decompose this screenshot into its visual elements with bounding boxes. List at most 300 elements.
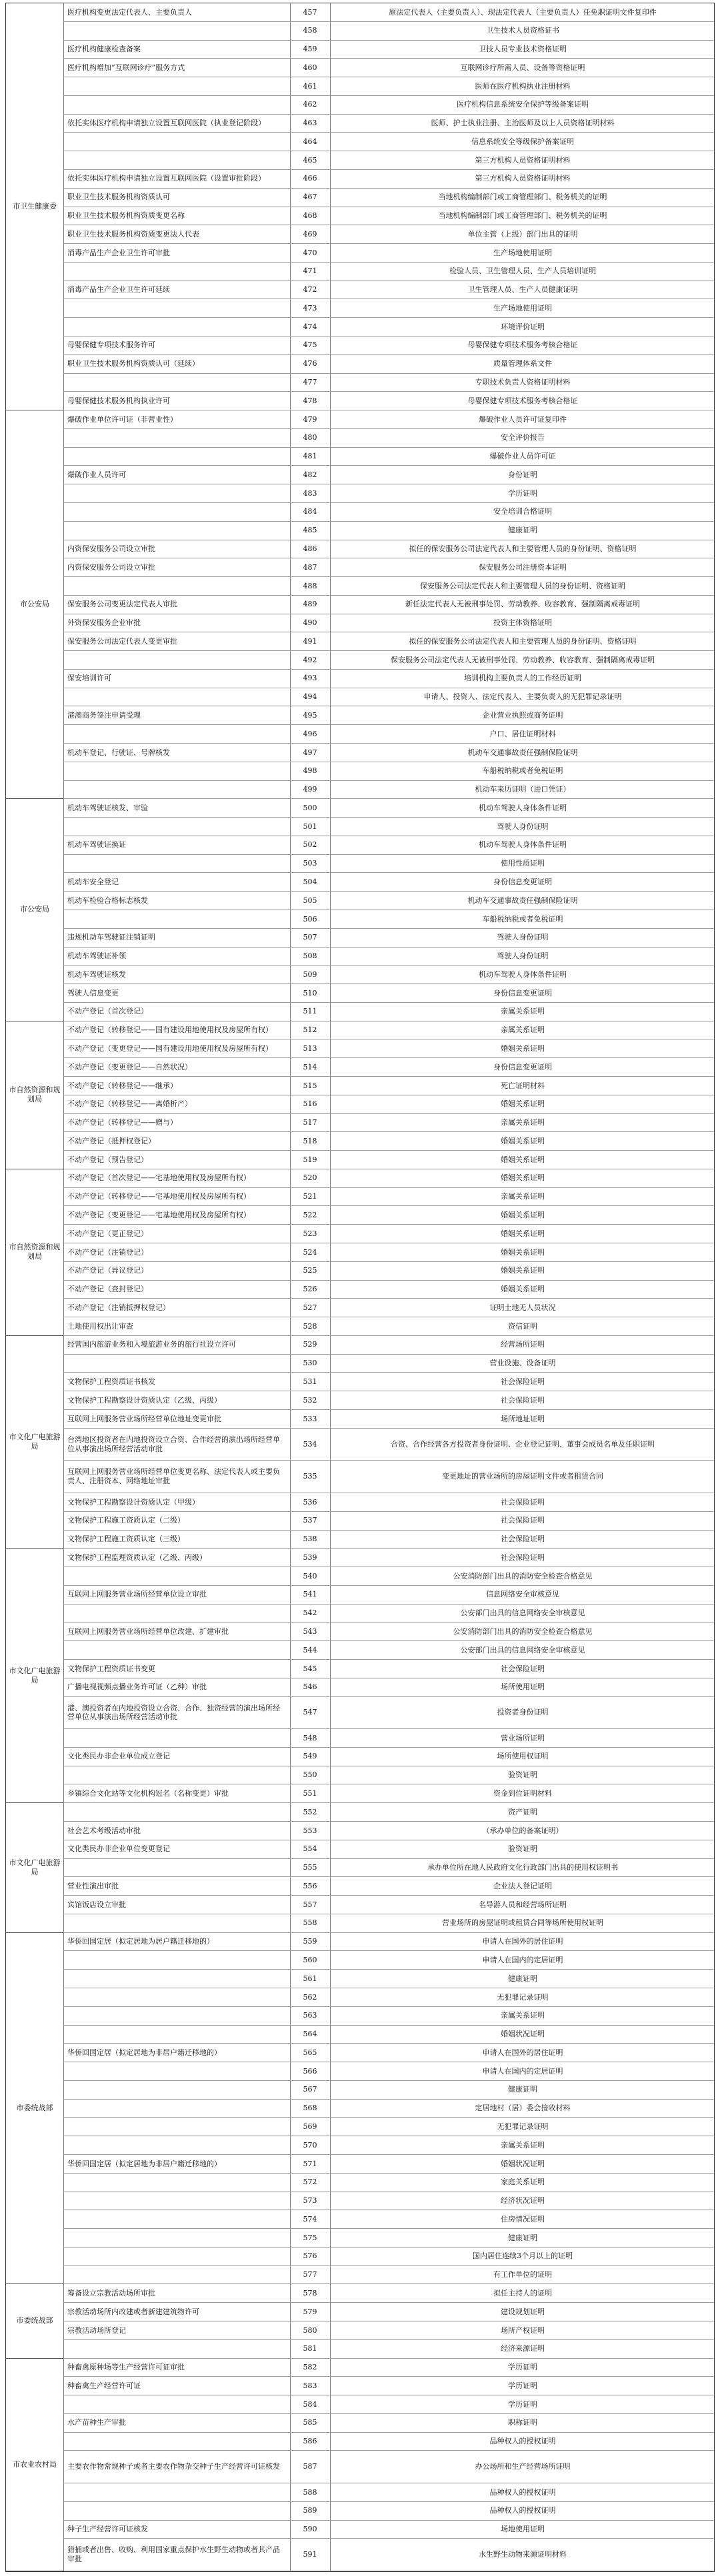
- item-cell: [63, 2007, 290, 2025]
- item-cell: 职业卫生技术服务机构资质认可: [67, 193, 170, 202]
- number-cell: 536: [303, 1497, 317, 1507]
- item-cell: [63, 22, 290, 40]
- item-cell: 乡镇综合文化站等文化机构冠名（名称变更）审批: [67, 1788, 229, 1798]
- table-row: [6, 744, 714, 762]
- item-cell: 华侨回国定居（拟定居地为非居户籍迁移地的）: [67, 2048, 221, 2057]
- material-cell: 健康证明: [508, 526, 537, 535]
- number-cell: 556: [303, 1881, 317, 1890]
- item-cell: 台湾地区投资者在内地投资设立合资、合作经营的演出场所经营单位从事演出场所经营活动审批: [67, 1435, 280, 1453]
- number-cell: 581: [303, 2344, 317, 2353]
- material-cell: 品种权人的授权证明: [489, 2506, 556, 2515]
- item-cell: 文物保护工程勘察设计资质认定（乙级、丙级）: [67, 1395, 221, 1405]
- number-cell: 507: [303, 933, 317, 942]
- material-cell: 环境评价证明: [501, 322, 545, 331]
- table-row: [6, 355, 714, 374]
- number-cell: 519: [303, 1155, 317, 1164]
- table-row: [6, 1077, 714, 1095]
- item-cell: 文物保护工程监理资质认定（乙级、丙级）: [67, 1553, 207, 1562]
- number-cell: 566: [303, 2066, 317, 2076]
- material-cell: 新任法定代表人无被刑事处罚、劳动教养、收容教育、强制隔离戒毒证明: [405, 600, 640, 609]
- material-cell: 品种权人的授权证明: [489, 2437, 556, 2446]
- material-cell: 营业场所证明: [501, 1733, 545, 1742]
- material-cell: 母婴保健专项技术服务考核合格证: [467, 340, 578, 350]
- number-cell: 508: [303, 952, 317, 961]
- table-row: [6, 1281, 714, 1299]
- number-cell: 479: [303, 414, 317, 424]
- material-cell: 资产证明: [508, 1807, 537, 1816]
- item-cell: 文物保护工程施工资质认定（二级）: [67, 1516, 185, 1525]
- item-cell: 不动产登记（异议登记）: [67, 1266, 148, 1275]
- number-cell: 544: [303, 1645, 317, 1654]
- item-cell: 保安培训许可: [67, 674, 111, 683]
- material-cell: 死亡证明材料: [501, 1081, 545, 1090]
- material-cell: 经济状况证明: [501, 2196, 545, 2206]
- material-cell: 身份信息变更证明: [493, 877, 552, 886]
- number-cell: 575: [303, 2233, 317, 2242]
- table-row: [6, 1605, 714, 1623]
- number-cell: 498: [303, 766, 317, 776]
- material-cell: 拟任主持人的证明: [493, 2288, 552, 2297]
- table-row: [6, 632, 714, 651]
- material-cell: 婚姻状况证明: [501, 2030, 545, 2039]
- table-row: [6, 503, 714, 522]
- item-cell: 互联网上网服务营业场所经营单位改建、扩建审批: [67, 1626, 229, 1636]
- number-cell: 524: [303, 1247, 317, 1257]
- item-cell: 驾驶人信息变更: [67, 988, 119, 997]
- number-cell: 521: [303, 1192, 317, 1201]
- table-row: [6, 2266, 714, 2285]
- material-cell: 卫技人员专业技术资格证明: [479, 45, 567, 54]
- item-cell: 不动产登记（首次登记）: [67, 1007, 148, 1016]
- number-cell: 485: [303, 526, 317, 535]
- number-cell: 460: [303, 63, 317, 72]
- number-cell: 523: [303, 1229, 317, 1238]
- table-row: [6, 244, 714, 263]
- item-cell: 不动产登记（转移登记——赠与）: [67, 1118, 177, 1127]
- number-cell: 531: [303, 1377, 317, 1386]
- number-cell: 463: [303, 119, 317, 128]
- table-row: [6, 1512, 714, 1531]
- table-row: [6, 1567, 714, 1586]
- table-row: [6, 1840, 714, 1859]
- material-cell: 变更地址的营业场所的房屋证明文件或者租赁合同: [442, 1472, 603, 1481]
- table-row: [6, 2044, 714, 2062]
- table-row: [6, 558, 714, 577]
- table-row: [6, 1803, 714, 1822]
- number-cell: 480: [303, 433, 317, 442]
- material-cell: 婚姻关系证明: [501, 1136, 545, 1145]
- item-cell: 互联网上网服务营业场所经营单位设立审批: [67, 1590, 207, 1599]
- number-cell: 583: [303, 2381, 317, 2390]
- number-cell: 473: [303, 303, 317, 313]
- item-cell: 爆破作业单位许可证（非营业性）: [67, 414, 177, 424]
- item-cell: 不动产登记（转移登记——宅基地使用权及房屋所有权）: [67, 1192, 251, 1201]
- material-cell: 质量管理体系文件: [493, 359, 552, 368]
- item-cell: [63, 577, 290, 595]
- number-cell: 525: [303, 1266, 317, 1275]
- number-cell: 504: [303, 877, 317, 886]
- item-cell: [63, 1951, 290, 1969]
- table-row: [6, 1132, 714, 1151]
- table-row: [6, 299, 714, 318]
- table-row: [6, 2136, 714, 2155]
- number-cell: 499: [303, 785, 317, 794]
- number-cell: 526: [303, 1285, 317, 1294]
- department-cell: 市自然资源和规划局: [6, 1021, 63, 1169]
- item-cell: [63, 2136, 290, 2154]
- number-cell: 467: [303, 193, 317, 202]
- table-row: [6, 3, 714, 22]
- table-row: [6, 2081, 714, 2100]
- item-cell: 机动车安全登记: [67, 877, 119, 886]
- number-cell: 540: [303, 1571, 317, 1581]
- table-row: [6, 2451, 714, 2483]
- material-cell: 无犯罪记录证明: [497, 2122, 549, 2131]
- material-cell: 身份信息变更证明: [493, 988, 552, 997]
- item-cell: [63, 1355, 290, 1373]
- material-cell: 企业营业执照或商务证明: [482, 711, 563, 720]
- item-cell: [63, 651, 290, 669]
- material-cell: 生产场地使用证明: [493, 303, 552, 313]
- table-row: [6, 2192, 714, 2211]
- table-row: [6, 2377, 714, 2395]
- number-cell: 543: [303, 1626, 317, 1636]
- table-row: [6, 651, 714, 670]
- material-cell: 亲属关系证明: [501, 1025, 545, 1035]
- item-cell: 机动车检验合格标志核发: [67, 896, 148, 905]
- item-cell: [63, 374, 290, 392]
- item-cell: 文物保护工程勘察设计资质认定（甲级）: [67, 1497, 199, 1507]
- item-cell: [63, 2100, 290, 2118]
- material-cell: 婚姻关系证明: [501, 1043, 545, 1053]
- table-row: [6, 2155, 714, 2174]
- material-cell: 经营场所证明: [501, 1340, 545, 1349]
- material-cell: 驾驶人身份证明: [497, 952, 549, 961]
- item-cell: 机动车驾驶证补领: [67, 952, 126, 961]
- number-cell: 477: [303, 378, 317, 387]
- table-row: [6, 281, 714, 300]
- table-row: [6, 2321, 714, 2340]
- table-row: [6, 448, 714, 466]
- material-cell: 使用性质证明: [501, 859, 545, 868]
- table-row: [6, 189, 714, 207]
- table-row: [6, 910, 714, 929]
- item-cell: 宾馆饭店设立审批: [67, 1900, 126, 1909]
- item-cell: 机动车驾驶证核发: [67, 969, 126, 979]
- number-cell: 471: [303, 267, 317, 276]
- number-cell: 513: [303, 1043, 317, 1053]
- table-row: [6, 614, 714, 633]
- item-cell: 猎捕或者出售、收购、利用国家重点保护水生野生动物或者其产品审批: [67, 2545, 280, 2564]
- number-cell: 564: [303, 2030, 317, 2039]
- item-cell: [63, 2340, 290, 2358]
- table-row: [6, 1660, 714, 1678]
- number-cell: 500: [303, 803, 317, 812]
- material-cell: 婚姻关系证明: [501, 1173, 545, 1183]
- number-cell: 568: [303, 2104, 317, 2113]
- table-row: [6, 1697, 714, 1730]
- item-cell: [63, 484, 290, 502]
- number-cell: 514: [303, 1062, 317, 1071]
- number-cell: 530: [303, 1359, 317, 1368]
- table-row: [6, 1355, 714, 1373]
- number-cell: 551: [303, 1788, 317, 1798]
- number-cell: 492: [303, 655, 317, 664]
- item-cell: [63, 1803, 290, 1821]
- item-cell: 医疗机构增加“互联网诊疗”服务方式: [67, 63, 185, 72]
- item-cell: [63, 448, 290, 466]
- table-row: [6, 1531, 714, 1549]
- number-cell: 502: [303, 840, 317, 850]
- item-cell: 依托实体医疗机构申请独立设置互联网医院（设置审批阶段）: [67, 174, 265, 183]
- item-cell: 职业卫生技术服务机构资质变更法人代表: [67, 229, 199, 239]
- table-row: [6, 484, 714, 503]
- material-cell: 培训机构主要负责人的工作经历证明: [464, 674, 581, 683]
- number-cell: 558: [303, 1918, 317, 1928]
- table-row: [6, 799, 714, 818]
- number-cell: 468: [303, 211, 317, 221]
- number-cell: 489: [303, 600, 317, 609]
- material-cell: 卫生管理人员、生产人员健康证明: [467, 285, 578, 295]
- material-cell: 合资、合作经营各方投资者身份证明、企业登记证明、董事会成员名单及任职证明: [391, 1439, 655, 1449]
- material-cell: 车船税纳税或者免税证明: [482, 766, 563, 776]
- table-row: [6, 781, 714, 800]
- material-cell: 学历证明: [508, 2381, 537, 2390]
- material-cell: 学历证明: [508, 488, 537, 498]
- table-row: [6, 540, 714, 559]
- number-cell: 550: [303, 1770, 317, 1780]
- item-cell: 营业性演出审批: [67, 1881, 119, 1890]
- item-cell: 港、澳投资者在内地投资设立合资、合作、独资经营的演出场所经营单位从事演出场所经营活动审批: [67, 1703, 280, 1722]
- table-row: [6, 1914, 714, 1933]
- department-cell: 市公安局: [6, 799, 63, 1021]
- material-cell: 建设规划证明: [501, 2307, 545, 2316]
- number-cell: 487: [303, 562, 317, 572]
- number-cell: 522: [303, 1210, 317, 1219]
- table-row: [6, 1622, 714, 1641]
- material-cell: 亲属关系证明: [501, 2011, 545, 2020]
- table-row: [6, 1003, 714, 1021]
- material-cell: 身份信息变更证明: [493, 1062, 552, 1071]
- table-row: [6, 115, 714, 133]
- number-cell: 565: [303, 2048, 317, 2057]
- item-cell: 机动车驾驶证换证: [67, 840, 126, 850]
- table-row: [6, 77, 714, 96]
- item-cell: 种子生产经营许可证核发: [67, 2525, 148, 2534]
- item-cell: [63, 151, 290, 169]
- table-row: [6, 1549, 714, 1567]
- item-cell: [63, 910, 290, 928]
- department-cell: 市委统战部: [6, 2284, 63, 2358]
- material-cell: 资金到位证明材料: [493, 1788, 552, 1798]
- table-row: [6, 1493, 714, 1512]
- material-cell: 母婴保健专项技术服务考核合格证: [467, 396, 578, 405]
- material-cell: 资信证明: [508, 1321, 537, 1331]
- item-cell: 互联网上网服务营业场所经营单位地址变更审批: [67, 1414, 221, 1423]
- table-row: [6, 577, 714, 596]
- item-cell: [63, 2395, 290, 2413]
- table-row: [6, 59, 714, 77]
- table-row: [6, 1021, 714, 1040]
- material-cell: 拟任的保安服务公司法定代表人和主要管理人员的身份证明、资格证明: [409, 544, 637, 554]
- table-row: [6, 1461, 714, 1493]
- number-cell: 475: [303, 340, 317, 350]
- material-cell: 保安服务公司注册资本证明: [479, 562, 567, 572]
- item-cell: 文物保护工程施工资质认定（三级）: [67, 1535, 185, 1544]
- table-row: [6, 1951, 714, 1970]
- number-cell: 533: [303, 1414, 317, 1423]
- number-cell: 484: [303, 507, 317, 516]
- number-cell: 476: [303, 359, 317, 368]
- number-cell: 570: [303, 2140, 317, 2150]
- table-row: [6, 948, 714, 966]
- number-cell: 541: [303, 1590, 317, 1599]
- table-row: [6, 2395, 714, 2414]
- material-cell: 车船税纳税或者免税证明: [482, 914, 563, 924]
- item-cell: [63, 1729, 290, 1747]
- item-cell: 不动产登记（变更登记——自然状况）: [67, 1062, 192, 1071]
- table-row: [6, 2100, 714, 2118]
- number-cell: 491: [303, 636, 317, 646]
- material-cell: 身份证明: [508, 470, 537, 479]
- number-cell: 535: [303, 1472, 317, 1481]
- item-cell: 文化类民办非企业单位变更登记: [67, 1844, 170, 1854]
- item-cell: 内资保安服务公司设立审批: [67, 544, 155, 554]
- number-cell: 496: [303, 729, 317, 738]
- material-cell: 申请人、投资人、法定代表人、主要负责人的无犯罪记录证明: [423, 692, 622, 702]
- department-cell: 市公安局: [6, 410, 63, 799]
- table-row: [6, 1391, 714, 1410]
- number-cell: 577: [303, 2270, 317, 2279]
- table-row: [6, 707, 714, 726]
- material-cell: 婚姻关系证明: [501, 1266, 545, 1275]
- material-cell: 第三方机构人员资格证明材料: [475, 174, 571, 183]
- material-cell: 机动车驾驶人身体条件证明: [479, 840, 567, 850]
- item-cell: 爆破作业人员许可: [67, 470, 126, 479]
- table-row: [6, 1766, 714, 1785]
- material-cell: 保安服务公司法定代表人和主要管理人员的身份证明、资格证明: [420, 581, 625, 590]
- number-cell: 483: [303, 488, 317, 498]
- table-row: [6, 2174, 714, 2192]
- table-row: [6, 2229, 714, 2248]
- material-cell: 公安消防部门出具的消防安全检查合格意见: [453, 1571, 593, 1581]
- item-cell: [63, 2174, 290, 2192]
- item-cell: [63, 77, 290, 95]
- material-cell: 户口、居住证明材料: [489, 729, 556, 738]
- item-cell: 文物保护工程资质证书变更: [67, 1664, 155, 1673]
- material-cell: 检验人员、卫生管理人员、生产人员培训证明: [449, 267, 596, 276]
- item-cell: 不动产登记（更正登记）: [67, 1229, 148, 1238]
- item-cell: [63, 429, 290, 447]
- number-cell: 555: [303, 1863, 317, 1872]
- material-cell: 专职技术负责人资格证明材料: [475, 378, 571, 387]
- item-cell: 社会艺术考级活动审批: [67, 1826, 141, 1835]
- table-row: [6, 2303, 714, 2321]
- item-cell: 依托实体医疗机构申请独立设置互联网医院（执业登记阶段）: [67, 119, 265, 128]
- material-cell: 当地机构编制部门或工商管理部门、税务机关的证明: [438, 211, 607, 221]
- item-cell: 消毒产品生产企业卫生许可延续: [67, 285, 170, 295]
- document-table: [5, 3, 715, 2572]
- material-cell: 原法定代表人（主要负责人）、现法定代表人（主要负责人）任免职证明文件复印件: [389, 7, 657, 17]
- number-cell: 547: [303, 1708, 317, 1717]
- material-cell: 健康证明: [508, 2233, 537, 2242]
- material-cell: 社会保险证明: [501, 1377, 545, 1386]
- material-cell: 社会保险证明: [501, 1497, 545, 1507]
- table-row: [6, 336, 714, 355]
- number-cell: 528: [303, 1321, 317, 1331]
- item-cell: 不动产登记（查封登记）: [67, 1285, 148, 1294]
- number-cell: 538: [303, 1535, 317, 1544]
- table-row: [6, 1410, 714, 1429]
- material-cell: 安全培训合格证明: [493, 507, 552, 516]
- table-row: [6, 41, 714, 59]
- number-cell: 464: [303, 137, 317, 146]
- material-cell: 健康证明: [508, 1974, 537, 1983]
- department-cell: 市委统战部: [6, 1933, 63, 2285]
- number-cell: 586: [303, 2437, 317, 2446]
- number-cell: 470: [303, 248, 317, 257]
- number-cell: 505: [303, 896, 317, 905]
- item-cell: [63, 2229, 290, 2247]
- item-cell: 医疗机构健康检查备案: [67, 45, 141, 54]
- department-cell: 市文化广电旅游局: [6, 1549, 63, 1803]
- material-cell: 公安消防部门出具的消防安全检查合格意见: [453, 1626, 593, 1636]
- item-cell: 种畜禽原种场等生产经营许可证审批: [67, 2363, 185, 2372]
- table-row: [6, 1299, 714, 1317]
- department-cell: 市卫生健康委: [6, 3, 63, 410]
- table-row: [6, 855, 714, 874]
- material-cell: 学历证明: [508, 2363, 537, 2372]
- material-cell: 医疗机构信息系统安全保护等级备案证明: [457, 100, 589, 109]
- number-cell: 493: [303, 674, 317, 683]
- item-cell: 不动产登记（转移登记——离婚析产）: [67, 1099, 192, 1109]
- item-cell: [63, 1605, 290, 1622]
- table-row: [6, 1678, 714, 1697]
- material-cell: 家庭关系证明: [501, 2178, 545, 2187]
- material-cell: 品种权人的授权证明: [489, 2487, 556, 2497]
- number-cell: 546: [303, 1682, 317, 1692]
- table-row: [6, 1317, 714, 1336]
- table-row: [6, 670, 714, 688]
- item-cell: 不动产登记（转移登记——继承）: [67, 1081, 177, 1090]
- item-cell: [63, 818, 290, 836]
- material-cell: 单位主管（上级）部门出具的证明: [467, 229, 578, 239]
- item-cell: [63, 318, 290, 336]
- table-row: [6, 2284, 714, 2303]
- item-cell: 华侨回国定居（拟定居地为非居户籍迁移地的）: [67, 2159, 221, 2168]
- item-cell: [63, 1914, 290, 1932]
- number-cell: 457: [303, 7, 317, 17]
- material-cell: 营业场所的房屋证明或租赁合同等场所使用权证明: [442, 1918, 603, 1928]
- material-cell: 公安部门出具的信息网络安全审核意见: [460, 1645, 585, 1654]
- material-cell: 申请人在国外的居住证明: [482, 2048, 563, 2057]
- table-row: [6, 2007, 714, 2026]
- table-row: [6, 2483, 714, 2502]
- table-row: [6, 2062, 714, 2081]
- table-row: [6, 410, 714, 429]
- table-row: [6, 1206, 714, 1225]
- number-cell: 554: [303, 1844, 317, 1854]
- number-cell: 571: [303, 2159, 317, 2168]
- item-cell: 不动产登记（注销抵押权登记）: [67, 1303, 170, 1312]
- table-row: [6, 1877, 714, 1896]
- number-cell: 582: [303, 2363, 317, 2372]
- number-cell: 517: [303, 1118, 317, 1127]
- table-row: [6, 1896, 714, 1914]
- item-cell: [63, 688, 290, 706]
- table-row: [6, 1188, 714, 1207]
- table-row: [6, 133, 714, 151]
